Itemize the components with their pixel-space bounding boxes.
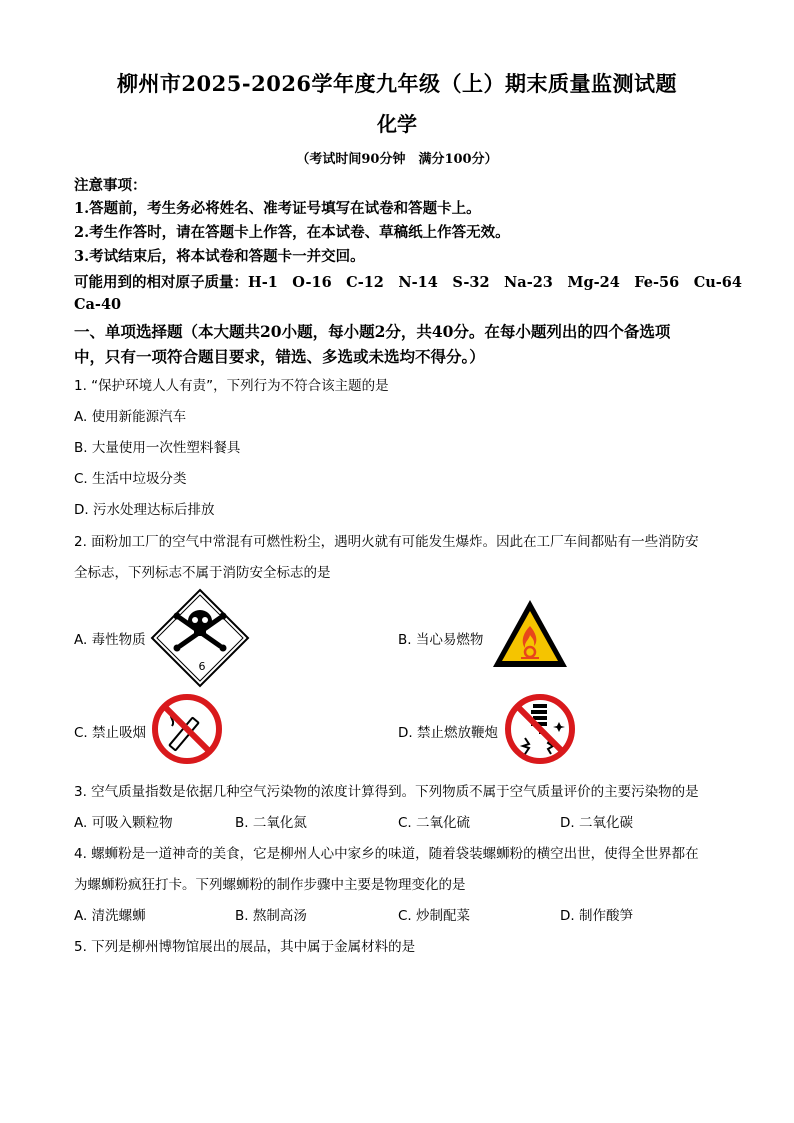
question-4-option-b: B. 熬制高汤 — [235, 908, 307, 924]
question-3-option-b: B. 二氧化氮 — [235, 815, 307, 831]
question-4-stem: 4. 螺蛳粉是一道神奇的美食，它是柳州人心中家乡的味道，随着袋装螺蛳粉的横空出世，使得全世界都在 — [74, 846, 699, 862]
question-2-option-c: C. 禁止吸烟 — [74, 725, 147, 741]
atomic-mass-line-cont: Ca-40 — [74, 296, 122, 313]
question-2-option-d: D. 禁止燃放鞭炮 — [398, 725, 498, 741]
question-1-option-c: C. 生活中垃圾分类 — [74, 471, 187, 487]
section-heading: 一、单项选择题（本大题共20小题，每小题2分，共40分。在每小题列出的四个备选项 — [74, 322, 671, 341]
question-4-option-d: D. 制作酸笋 — [560, 908, 633, 924]
question-3-option-d: D. 二氧化碳 — [560, 815, 633, 831]
question-2-stem: 2. 面粉加工厂的空气中常混有可燃性粉尘，遇明火就有可能发生爆炸。因此在工厂车间都贴有一些消防安 — [74, 534, 699, 550]
question-1-stem: 1. “保护环境人人有责”，下列行为不符合该主题的是 — [74, 378, 389, 394]
question-4-stem-cont: 为螺蛳粉疯狂打卡。下列螺蛳粉的制作步骤中主要是物理变化的是 — [74, 877, 466, 893]
hazard-class-number: 6 — [198, 660, 206, 673]
question-1-option-b: B. 大量使用一次性塑料餐具 — [74, 440, 241, 456]
question-1-option-d: D. 污水处理达标后排放 — [74, 502, 215, 518]
toxic-substance-sign — [150, 588, 250, 688]
question-3-option-c: C. 二氧化硫 — [398, 815, 471, 831]
question-1-option-a: A. 使用新能源汽车 — [74, 409, 187, 425]
notes-heading: 注意事项： — [74, 177, 147, 194]
atomic-mass-line: 可能用到的相对原子质量：H-1 O-16 C-12 N-14 S-32 Na-23 Mg-24 Fe-56 Cu-64 — [74, 274, 742, 291]
flammable-warning-sign — [491, 598, 569, 670]
no-firecrackers-sign — [503, 692, 577, 766]
question-2-option-b: B. 当心易燃物 — [398, 632, 484, 648]
question-3-stem: 3. 空气质量指数是依据几种空气污染物的浓度计算得到。下列物质不属于空气质量评价的主要污染物的是 — [74, 784, 699, 800]
exam-info: （考试时间90分钟 满分100分） — [296, 152, 498, 167]
question-3-option-a: A. 可吸入颗粒物 — [74, 815, 173, 831]
no-smoking-sign — [150, 692, 224, 766]
subject-title: 化学 — [377, 112, 417, 136]
question-2-stem-cont: 全标志，下列标志不属于消防安全标志的是 — [74, 565, 331, 581]
note-item: 1.答题前，考生务必将姓名、准考证号填写在试卷和答题卡上。 — [74, 200, 481, 217]
question-4-option-a: A. 清洗螺蛳 — [74, 908, 146, 924]
question-5-stem: 5. 下列是柳州博物馆展出的展品，其中属于金属材料的是 — [74, 939, 416, 955]
section-heading-cont: 中，只有一项符合题目要求，错选、多选或未选均不得分。） — [74, 347, 485, 366]
note-item: 2.考生作答时，请在答题卡上作答，在本试卷、草稿纸上作答无效。 — [74, 224, 510, 241]
note-item: 3.考试结束后，将本试卷和答题卡一并交回。 — [74, 248, 365, 265]
question-2-option-a: A. 毒性物质 — [74, 632, 146, 648]
question-4-option-c: C. 炒制配菜 — [398, 908, 471, 924]
page-title: 柳州市2025-2026学年度九年级（上）期末质量监测试题 — [116, 71, 678, 96]
